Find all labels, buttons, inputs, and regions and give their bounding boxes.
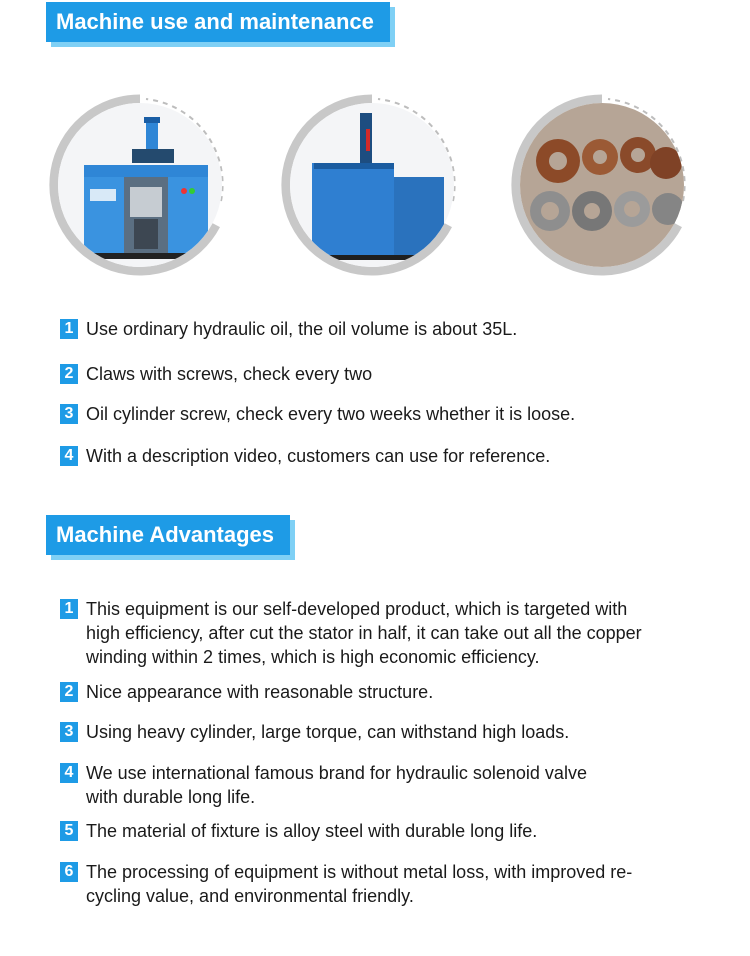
- item-text: Claws with screws, check every two: [86, 364, 373, 384]
- item-number: 1: [60, 599, 78, 619]
- list-item: [57, 446, 677, 468]
- list-item: [57, 763, 617, 809]
- machine-front-photo: [46, 91, 234, 279]
- item-text: Nice appearance with reasonable structure.: [86, 682, 434, 702]
- item-text: The processing of equipment is without metal loss, with improved re-cycling value, and environmental friendly.: [86, 862, 633, 906]
- list-item: [57, 364, 677, 386]
- item-text: We use international famous brand for hydraulic solenoid valve with durable long life.: [86, 763, 587, 807]
- item-number: 2: [60, 682, 78, 702]
- list-item: [57, 599, 657, 669]
- item-number: 3: [60, 722, 78, 742]
- list-item: [57, 682, 677, 704]
- list-item: [57, 319, 677, 341]
- list-item: [57, 862, 667, 908]
- item-text: The material of fixture is alloy steel with durable long life.: [86, 821, 538, 841]
- list-item: [57, 722, 677, 744]
- item-number: 6: [60, 862, 78, 882]
- item-text: Use ordinary hydraulic oil, the oil volume is about 35L.: [86, 319, 518, 339]
- stator-cores-photo: [508, 91, 696, 279]
- item-text: Oil cylinder screw, check every two weeks whether it is loose.: [86, 404, 576, 424]
- item-number: 4: [60, 446, 78, 466]
- list-item: [57, 404, 677, 426]
- machine-side-photo: [278, 91, 466, 279]
- maintenance-section-title: Machine use and maintenance: [46, 2, 390, 42]
- advantages-section-title: Machine Advantages: [46, 515, 290, 555]
- item-text: With a description video, customers can use for reference.: [86, 446, 551, 466]
- item-text: This equipment is our self-developed product, which is targeted with high efficiency, after cut the stator in half, it can take out all the copper winding within 2 times, which is high economic efficiency.: [86, 599, 642, 667]
- item-number: 3: [60, 404, 78, 424]
- item-text: Using heavy cylinder, large torque, can withstand high loads.: [86, 722, 570, 742]
- item-number: 4: [60, 763, 78, 783]
- item-number: 5: [60, 821, 78, 841]
- item-number: 2: [60, 364, 78, 384]
- list-item: [57, 821, 677, 843]
- item-number: 1: [60, 319, 78, 339]
